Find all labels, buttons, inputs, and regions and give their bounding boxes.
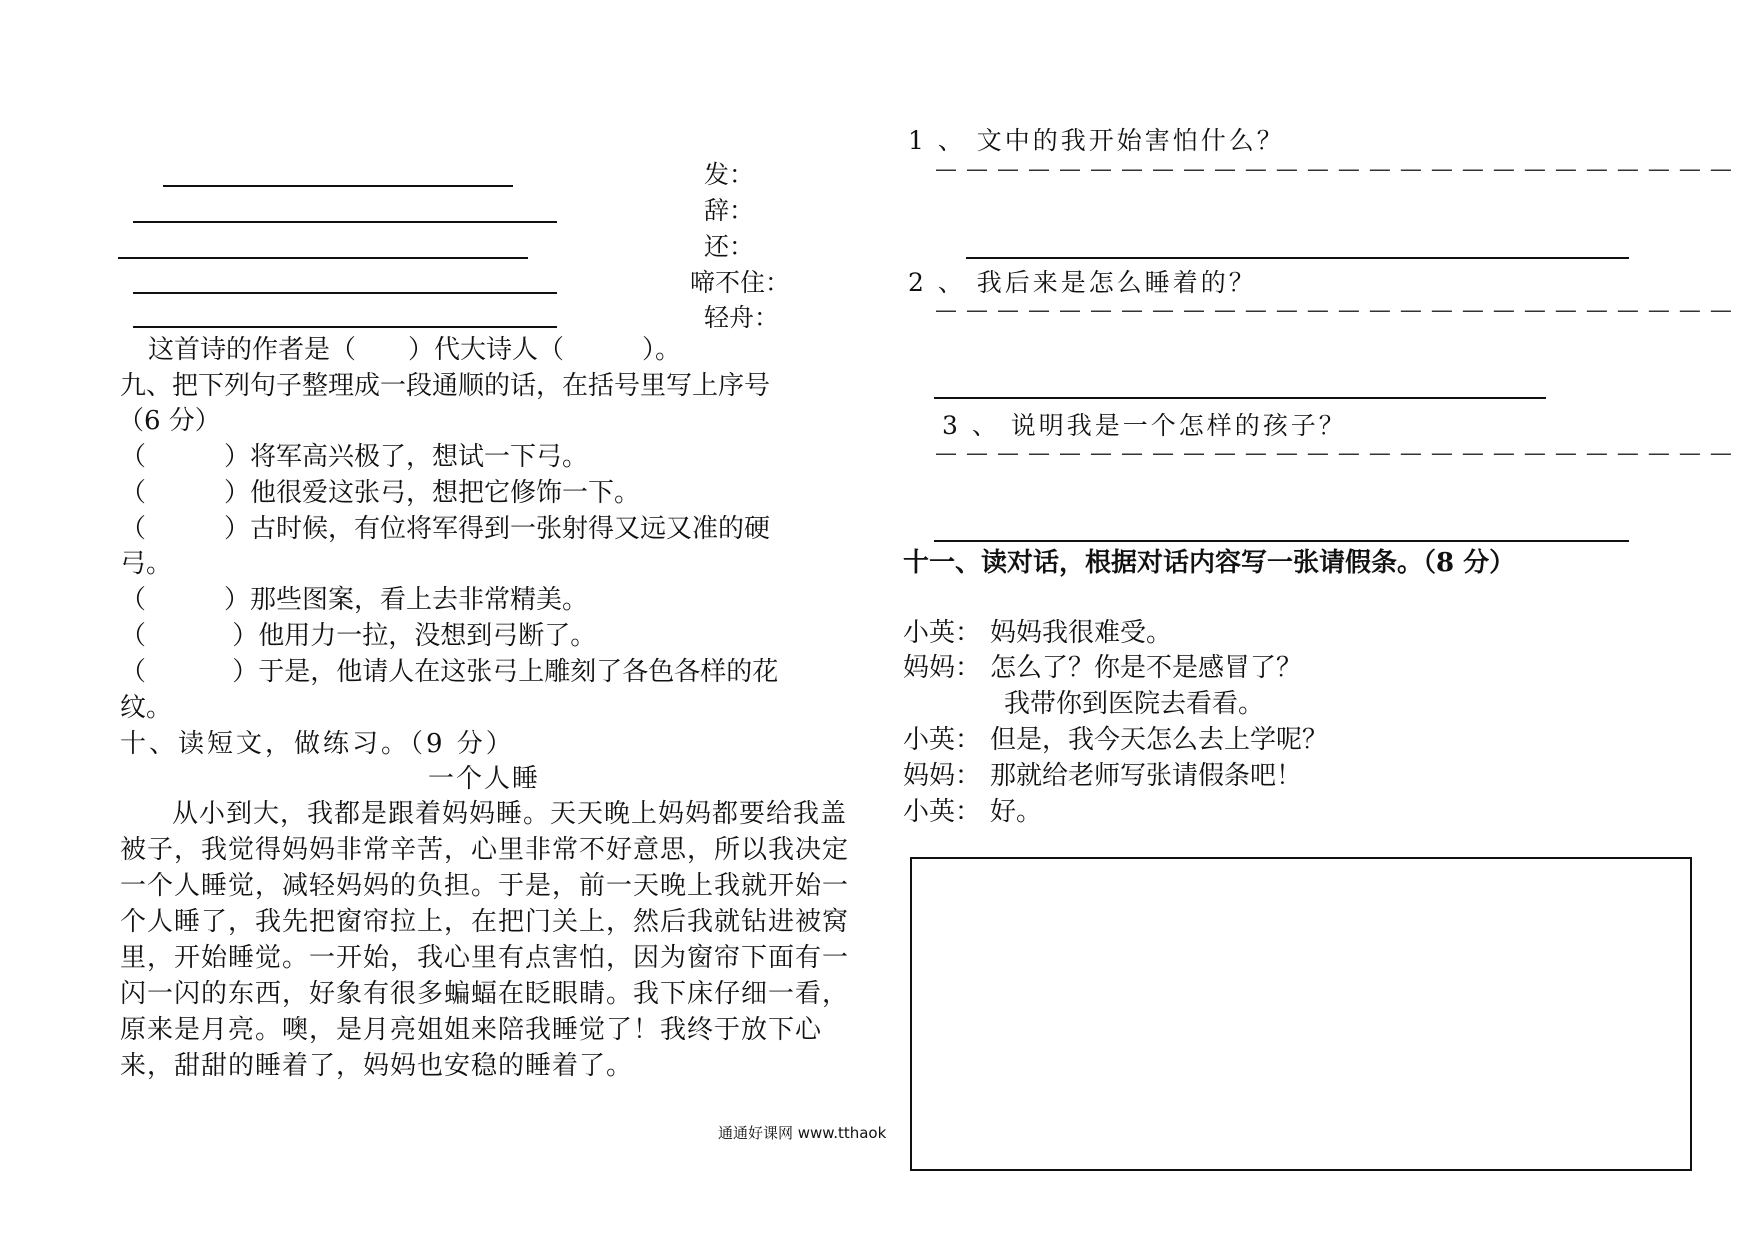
dash-answer-line[interactable]: — — — — — — — — — — — — — — — — — — — — — — — — — — [935, 441, 1733, 466]
watermark: 通通好课网 www.tthaok [718, 1124, 887, 1142]
poem-word-label: 轻舟： [704, 303, 780, 332]
answer-line[interactable] [934, 540, 1629, 542]
sentence-item: （ ）他很爱这张弓，想把它修饰一下。 [120, 478, 641, 508]
dialogue-speaker: 小英： [903, 797, 982, 827]
dialogue-line: 我带你到医院去看看。 [1004, 689, 1265, 719]
dialogue-speaker: 妈妈： [903, 653, 982, 683]
dash-answer-line[interactable]: — — — — — — — — — — — — — — — — — — — — — — — — — — [935, 298, 1733, 323]
answer-line[interactable] [966, 257, 1629, 259]
dialogue-speaker: 小英： [903, 725, 982, 755]
question-2: 2 、 我后来是怎么睡着的？ [908, 268, 1257, 297]
section9-title: 九、把下列句子整理成一段通顺的话，在括号里写上序号 [120, 371, 771, 401]
story-title: 一个人睡 [428, 764, 541, 794]
dialogue-speaker: 小英： [903, 618, 982, 648]
sentence-item: （ ）他用力一拉，没想到弓断了。 [120, 621, 597, 651]
dialogue-line: 但是，我今天怎么去上学呢？ [990, 725, 1329, 755]
poem-answer-line[interactable] [163, 185, 513, 187]
sentence-item: 纹。 [120, 693, 173, 723]
section10-title: 十、读短文，做练习。（9 分） [120, 729, 515, 759]
poem-answer-line[interactable] [133, 292, 557, 294]
sentence-item: 弓。 [120, 549, 173, 579]
dash-answer-line[interactable]: — — — — — — — — — — — — — — — — — — — — — — — — — — [935, 157, 1733, 182]
poem-author-question: 这首诗的作者是（ ）代大诗人（ ）。 [148, 335, 682, 365]
dialogue-speaker: 妈妈： [903, 761, 982, 791]
section11-title: 十一、读对话，根据对话内容写一张请假条。（8 分） [903, 548, 1516, 578]
poem-word-label: 发： [704, 160, 755, 189]
poem-word-label: 啼不住： [690, 268, 791, 297]
question-1: 1 、 文中的我开始害怕什么？ [908, 126, 1285, 155]
poem-word-label: 辞： [704, 196, 755, 225]
dialogue-line: 怎么了？你是不是感冒了？ [990, 653, 1303, 683]
story-passage: 从小到大，我都是跟着妈妈睡。天天晚上妈妈都要给我盖被子，我觉得妈妈非常辛苦，心里非常不好意思，所以我决定一个人睡觉，减轻妈妈的负担。于是，前一天晚上我就开始一个人睡了，我先把窗帘拉上，在把门关上，然后我就钻进被窝里，开始睡觉。一开始，我心里有点害怕，因为窗帘下面有一闪一闪的东西，好象有很多蝙蝠在眨眼睛。我下床仔细一看，原来是月亮。噢，是月亮姐姐来陪我睡觉了！我终于放下心来，甜甜的睡着了，妈妈也安稳的睡着了。 [120, 799, 850, 1081]
dialogue-line: 妈妈我很难受。 [990, 618, 1173, 648]
question-3: 3 、 说明我是一个怎样的孩子？ [942, 411, 1347, 440]
dialogue-line: 那就给老师写张请假条吧！ [990, 761, 1303, 791]
poem-answer-line[interactable] [133, 221, 557, 223]
sentence-item: （ ）于是，他请人在这张弓上雕刻了各色各样的花 [120, 657, 779, 687]
leave-note-writing-box[interactable] [910, 857, 1692, 1171]
poem-answer-line[interactable] [118, 257, 528, 259]
answer-line[interactable] [934, 397, 1546, 399]
sentence-item: （ ）将军高兴极了，想试一下弓。 [120, 442, 589, 472]
sentence-item: （ ）古时候，有位将军得到一张射得又远又准的硬 [120, 514, 771, 544]
poem-word-label: 还： [704, 232, 755, 261]
dialogue-line: 好。 [990, 797, 1043, 827]
section9-score: （6 分） [118, 406, 221, 436]
sentence-item: （ ）那些图案，看上去非常精美。 [120, 585, 589, 615]
poem-answer-line[interactable] [133, 326, 557, 328]
